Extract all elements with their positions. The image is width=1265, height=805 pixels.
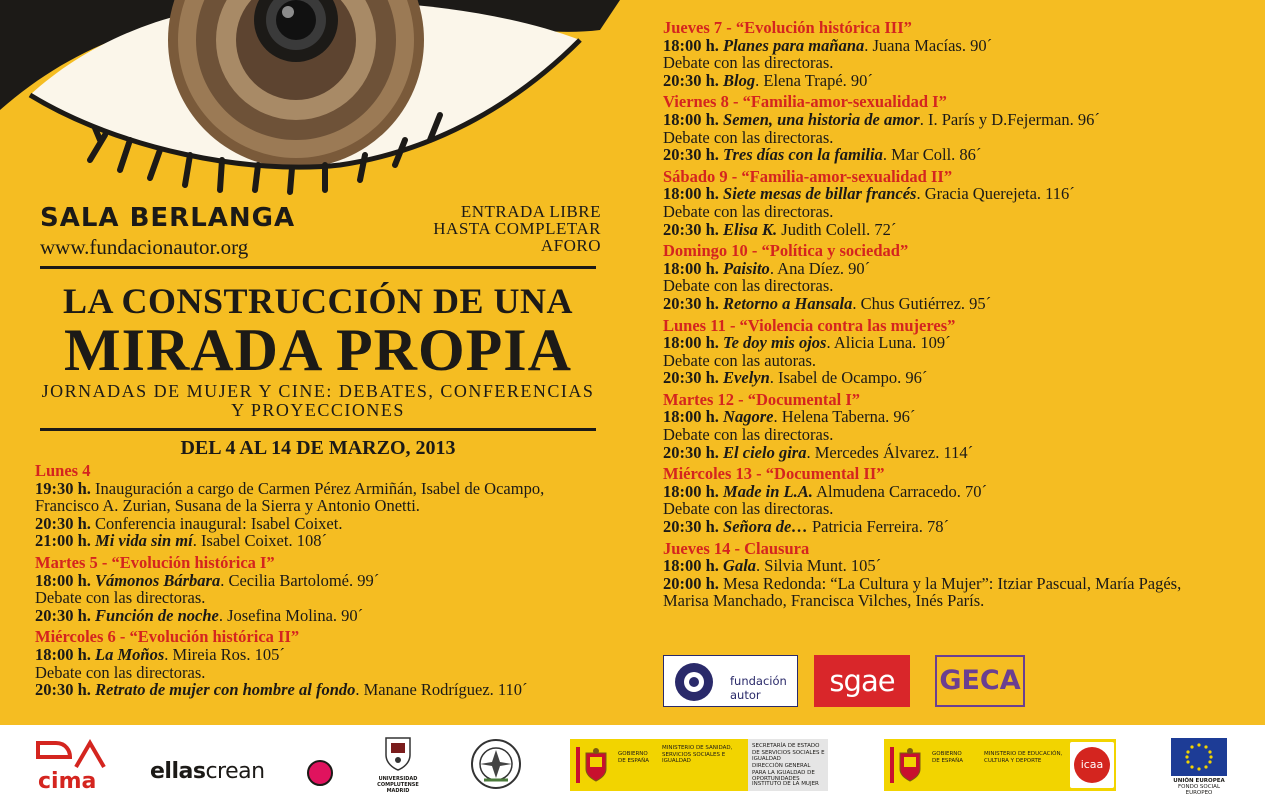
schedule-day (663, 19, 1253, 89)
icaa-text: icaa (1074, 747, 1110, 783)
schedule-text: . Silvia Munt. 105´ (756, 556, 882, 576)
schedule-text: . Mar Coll. 86´ (882, 145, 982, 165)
ellascrean-logo (150, 759, 265, 784)
schedule-line (663, 72, 1253, 90)
day-heading: Jueves 7 - “Evolución histórica III” (663, 18, 912, 37)
schedule-text: . Isabel Coixet. 108´ (192, 531, 327, 551)
schedule-line (35, 497, 615, 515)
schedule-line (35, 664, 615, 682)
ellas-text: ellas (150, 759, 206, 784)
time-label: 20:30 h. (663, 145, 724, 165)
gobierno-educacion-logo (884, 739, 1116, 791)
entry-line: HASTA COMPLETAR (433, 219, 601, 238)
schedule-text: . Alicia Luna. 109´ (826, 333, 951, 353)
schedule-text: Patricia Ferreira. 78´ (807, 517, 949, 537)
film-title: Gala (723, 556, 757, 576)
schedule-text: Debate con las directoras. (35, 662, 206, 682)
subtitle-line: Y PROYECCIONES (231, 400, 405, 420)
geca-logo: GECA (935, 655, 1025, 707)
time-label: 20:30 h. (663, 517, 724, 537)
film-title: Semen, una historia de amor (723, 109, 920, 129)
schedule-text: . Cecilia Bartolomé. 99´ (220, 570, 380, 590)
spain-shield-icon (890, 747, 926, 783)
schedule-text: Inauguración a cargo de Carmen Pérez Armiñán, Isabel de Ocampo, (95, 478, 545, 498)
spain-shield-icon (576, 747, 612, 783)
schedule-day (663, 93, 1253, 163)
event-dates: DEL 4 AL 14 DE MARZO, 2013 (180, 437, 456, 459)
schedule-line (663, 111, 1253, 129)
cima-logo (36, 739, 106, 794)
time-label: 21:00 h. (35, 531, 96, 551)
time-label: 18:00 h. (663, 407, 724, 427)
schedule-line (663, 277, 1253, 295)
schedule-line (663, 54, 1253, 72)
schedule-text: Debate con las directoras. (35, 588, 206, 608)
schedule-day (663, 242, 1253, 312)
schedule-line (663, 295, 1253, 313)
day-heading: Domingo 10 - “Política y sociedad” (663, 241, 909, 261)
time-label: 20:30 h. (663, 293, 724, 313)
schedule-day (663, 540, 1253, 610)
schedule-line (663, 260, 1253, 278)
instituto-mujer-text: INSTITUTO DE LA MUJER (752, 781, 819, 787)
time-label: 18:00 h. (663, 35, 724, 55)
ucm-text: UNIVERSIDAD COMPLUTENSE MADRID (377, 776, 419, 794)
gobierno-text: GOBIERNO DE ESPAÑA (932, 751, 964, 764)
schedule-text: Debate con las directoras. (663, 499, 834, 519)
seal-emblem-icon (470, 738, 522, 790)
venue-name: SALA BERLANGA (40, 203, 296, 233)
film-title: Paisito (723, 258, 770, 278)
time-label: 20:30 h. (35, 605, 96, 625)
schedule-line (35, 480, 615, 498)
schedule-line (663, 369, 1253, 387)
title-line-1: LA CONSTRUCCIÓN DE UNA (62, 281, 574, 321)
schedule-line (663, 444, 1253, 462)
film-title: La Moños (95, 644, 165, 664)
schedule-text: . Elena Trapé. 90´ (755, 70, 873, 90)
day-heading: Lunes 4 (35, 461, 91, 480)
film-title: Mi vida sin mí (95, 531, 193, 551)
fundacion-emblem-icon (674, 662, 714, 702)
schedule-text: Conferencia inaugural: Isabel Coixet. (95, 513, 343, 533)
sgae-logo: sgae (814, 655, 910, 707)
ellascrean-dot-icon (307, 760, 333, 786)
schedule-left (35, 462, 615, 703)
schedule-line (663, 146, 1253, 164)
schedule-day (663, 317, 1253, 387)
cima-mark-icon (36, 739, 106, 769)
schedule-text: . Gracia Querejeta. 116´ (916, 184, 1075, 204)
time-label: 20:30 h. (35, 680, 96, 700)
eu-text: UNIÓN EUROPEA (1173, 778, 1225, 784)
schedule-line (663, 575, 1253, 593)
schedule-line (663, 483, 1253, 501)
schedule-day (35, 462, 615, 550)
cima-text: cima (38, 769, 97, 794)
schedule-line (35, 515, 615, 533)
day-heading: Viernes 8 - “Familia-amor-sexualidad I” (663, 92, 947, 112)
icaa-logo (1070, 742, 1114, 788)
schedule-line (663, 185, 1253, 203)
schedule-line (663, 129, 1253, 147)
film-title: Retrato de mujer con hombre al fondo (95, 680, 356, 700)
schedule-line (663, 592, 1253, 610)
time-label: 18:00 h. (663, 109, 724, 129)
secretaria-text: SECRETARÍA DE ESTADO DE SERVICIOS SOCIALES E IGUALDAD (752, 743, 825, 762)
schedule-text: . Helena Taberna. 96´ (773, 407, 916, 427)
schedule-text: . Juana Macías. 90´ (864, 35, 993, 55)
eu-fund-text: FONDO SOCIAL EUROPEO (1177, 784, 1221, 796)
time-label: 19:30 h. (35, 478, 96, 498)
schedule-text: Marisa Manchado, Francisca Vilches, Inés París. (663, 591, 985, 611)
schedule-line (663, 221, 1253, 239)
subtitle-line: JORNADAS DE MUJER Y CINE: DEBATES, CONFERENCIAS (41, 381, 595, 401)
time-label: 18:00 h. (35, 644, 96, 664)
film-title: Elisa K. (723, 219, 778, 239)
film-title: El cielo gira (723, 442, 807, 462)
schedule-line (35, 589, 615, 607)
schedule-text: Debate con las directoras. (663, 53, 834, 73)
schedule-line (663, 518, 1253, 536)
film-title: Planes para mañana (723, 35, 865, 55)
schedule-day (663, 465, 1253, 535)
ministerio-sanidad-text: MINISTERIO DE SANIDAD, SERVICIOS SOCIALES E IGUALDAD (662, 745, 733, 764)
schedule-day (663, 391, 1253, 461)
subtitle (40, 382, 596, 420)
schedule-line (663, 37, 1253, 55)
sponsor-footer (0, 725, 1265, 805)
title-line-2: MIRADA PROPIA (64, 317, 572, 383)
schedule-line (663, 408, 1253, 426)
schedule-line (35, 532, 615, 550)
day-heading: Jueves 14 - Clausura (663, 538, 810, 558)
film-title: Señora de… (723, 517, 808, 537)
film-title: Made in L.A. (723, 481, 813, 501)
schedule-text: . I. París y D.Fejerman. 96´ (919, 109, 1100, 129)
schedule-line (35, 572, 615, 590)
direccion-text: DIRECCIÓN GENERAL PARA LA IGUALDAD DE OPORTUNIDADES (752, 763, 815, 782)
time-label: 20:30 h. (663, 368, 724, 388)
eu-flag-icon (1171, 738, 1227, 776)
day-heading: Sábado 9 - “Familia-amor-sexualidad II” (663, 166, 953, 186)
schedule-day (35, 628, 615, 698)
divider (40, 266, 596, 269)
film-title: Vámonos Bárbara (95, 570, 221, 590)
day-heading: Martes 5 - “Evolución histórica I” (35, 552, 275, 572)
divider (40, 428, 596, 431)
time-label: 18:00 h. (663, 184, 724, 204)
eu-logo (1170, 738, 1228, 796)
day-heading: Miércoles 6 - “Evolución histórica II” (35, 627, 300, 647)
time-label: 20:30 h. (663, 219, 724, 239)
schedule-text: . Manane Rodríguez. 110´ (355, 680, 528, 700)
venue-url[interactable]: www.fundacionautor.org (40, 235, 249, 259)
film-title: Siete mesas de billar francés (723, 184, 917, 204)
time-label: 18:00 h. (663, 556, 724, 576)
time-label: 20:30 h. (663, 442, 724, 462)
schedule-line (35, 607, 615, 625)
schedule-text: Francisco A. Zurian, Susana de la Sierra y Antonio Onetti. (35, 496, 420, 516)
schedule-text: . Ana Díez. 90´ (769, 258, 871, 278)
film-title: Te doy mis ojos (723, 333, 827, 353)
ucm-crest-icon (383, 735, 413, 771)
time-label: 18:00 h. (663, 333, 724, 353)
film-title: Evelyn (723, 368, 770, 388)
schedule-line (663, 500, 1253, 518)
film-title: Función de noche (95, 605, 219, 625)
schedule-text: Mesa Redonda: “La Cultura y la Mujer”: Itziar Pascual, María Pagés, (723, 573, 1182, 593)
ucm-logo (376, 735, 420, 794)
day-heading: Martes 12 - “Documental I” (663, 389, 861, 409)
schedule-text: . Mercedes Álvarez. 114´ (806, 442, 974, 462)
schedule-text: Debate con las directoras. (663, 425, 834, 445)
eye-illustration (0, 0, 620, 200)
schedule-text: Debate con las directoras. (663, 276, 834, 296)
ministerio-educacion-text: MINISTERIO DE EDUCACIÓN, CULTURA Y DEPORTE (984, 751, 1063, 764)
time-label: 20:30 h. (35, 513, 96, 533)
schedule-line (663, 203, 1253, 221)
schedule-text: Debate con las directoras. (663, 201, 834, 221)
schedule-day (35, 554, 615, 624)
schedule-text: . Josefina Molina. 90´ (218, 605, 364, 625)
entry-note (433, 203, 601, 254)
schedule-text: Debate con las autoras. (663, 350, 817, 370)
film-title: Tres días con la familia (723, 145, 883, 165)
schedule-text: Debate con las directoras. (663, 127, 834, 147)
schedule-text: Almudena Carracedo. 70´ (812, 481, 987, 501)
film-title: Retorno a Hansala (723, 293, 853, 313)
time-label: 18:00 h. (663, 481, 724, 501)
schedule-line (35, 646, 615, 664)
time-label: 20:30 h. (663, 70, 724, 90)
entry-line: ENTRADA LIBRE (460, 202, 601, 221)
schedule-line (663, 334, 1253, 352)
schedule-text: . Isabel de Ocampo. 96´ (769, 368, 928, 388)
schedule-line (35, 681, 615, 699)
schedule-day (663, 168, 1253, 238)
schedule-text: . Mireia Ros. 105´ (164, 644, 285, 664)
fundacion-autor-logo (663, 655, 798, 707)
schedule-line (663, 557, 1253, 575)
schedule-text: . Chus Gutiérrez. 95´ (852, 293, 992, 313)
time-label: 18:00 h. (35, 570, 96, 590)
fundacion-autor-text: fundación autor (730, 674, 787, 702)
venue-block (40, 203, 295, 260)
schedule-line (663, 426, 1253, 444)
day-heading: Miércoles 13 - “Documental II” (663, 464, 885, 484)
schedule-line (663, 352, 1253, 370)
gobierno-sanidad-logo (570, 739, 828, 791)
time-label: 18:00 h. (663, 258, 724, 278)
schedule-right (663, 19, 1253, 614)
film-title: Blog (723, 70, 756, 90)
time-label: 20:00 h. (663, 573, 724, 593)
gobierno-text: GOBIERNO DE ESPAÑA (618, 751, 650, 764)
entry-line: AFORO (540, 236, 601, 255)
schedule-text: Judith Colell. 72´ (777, 219, 897, 239)
day-heading: Lunes 11 - “Violencia contra las mujeres” (663, 315, 956, 335)
film-title: Nagore (723, 407, 774, 427)
crean-text: crean (205, 759, 265, 784)
